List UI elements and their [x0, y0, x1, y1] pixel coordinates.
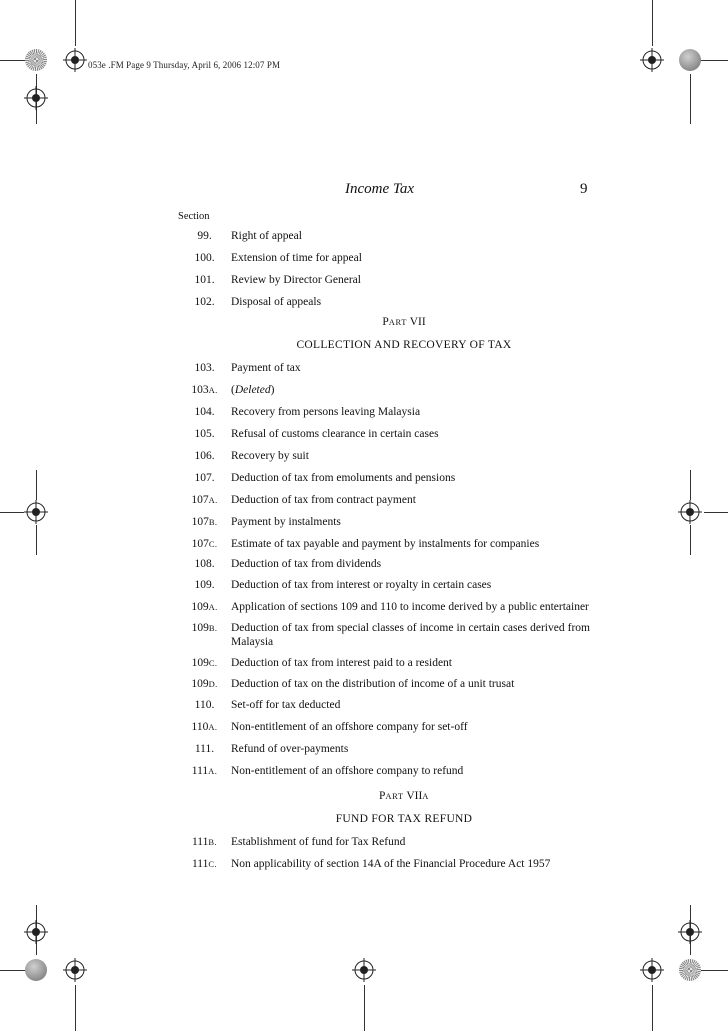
section-number-main: 109 [191, 601, 209, 613]
section-number-main: 110. [194, 699, 215, 711]
section-number-main: 109. [194, 579, 215, 591]
section-title [231, 515, 590, 529]
section-title [231, 698, 590, 712]
section-number-main: 104. [194, 406, 215, 418]
toc-row [178, 677, 590, 691]
crop-line [690, 470, 691, 500]
section-title-text: Non-entitlement of an offshore company for set-off [231, 721, 468, 733]
toc-row [178, 295, 590, 309]
section-title-text: Deduction of tax from emoluments and pensions [231, 472, 456, 484]
part-numeral: VII [403, 790, 423, 802]
section-title [231, 600, 590, 614]
toc-row [178, 835, 590, 849]
toc-row [178, 361, 590, 375]
section-number-suffix: C. [208, 859, 217, 869]
section-title [231, 742, 590, 756]
section-title-text: Non applicability of section 14A of the Financial Procedure Act 1957 [231, 858, 551, 870]
section-title-text: Deduction of tax from contract payment [231, 494, 416, 506]
registration-mark-icon [24, 920, 48, 944]
section-title [231, 493, 590, 507]
section-number-main: 111 [191, 858, 209, 870]
section-number [178, 493, 231, 507]
section-title-text: Set-off for tax deducted [231, 699, 341, 711]
section-number [178, 621, 231, 635]
section-column-label: Section [178, 211, 210, 222]
section-number-suffix: A. [208, 766, 218, 776]
crop-line [75, 985, 76, 1031]
section-number-suffix: C. [208, 658, 218, 668]
section-number-main: 105. [194, 428, 215, 440]
section-title [231, 677, 590, 691]
table-of-contents [178, 229, 590, 871]
section-title-text: Disposal of appeals [231, 296, 322, 308]
section-number [178, 600, 231, 614]
part-label [178, 315, 590, 329]
section-title [231, 361, 590, 375]
toc-row [178, 405, 590, 419]
section-number-main: 100. [194, 252, 215, 264]
part-prefix: P [382, 316, 389, 328]
section-number-main: 103 [191, 384, 209, 396]
section-number-main: 102. [194, 296, 215, 308]
section-number [178, 273, 231, 287]
section-number [178, 835, 231, 849]
toc-row [178, 621, 590, 649]
toc-row [178, 656, 590, 670]
section-title [231, 578, 590, 592]
section-title-text: Extension of time for appeal [231, 252, 362, 264]
section-number-main: 99. [197, 230, 212, 242]
section-number [178, 578, 231, 592]
section-number [178, 251, 231, 265]
part-prefix: P [378, 790, 386, 802]
part-heading [178, 338, 590, 352]
section-number-main: 101. [194, 274, 215, 286]
section-number-suffix: B. [208, 837, 217, 847]
part-label [178, 789, 590, 803]
section-number [178, 449, 231, 463]
section-number [178, 698, 231, 712]
registration-mark-icon [63, 48, 87, 72]
registration-mark-icon [352, 958, 376, 982]
section-title-text: Deduction of tax from special classes of income in certain cases derived from Malaysia [231, 622, 590, 648]
toc-row [178, 449, 590, 463]
part-smallcaps: ART [385, 791, 404, 801]
gray-patch-icon [679, 49, 701, 71]
section-number-main: 107 [191, 494, 209, 506]
part-heading [178, 812, 590, 826]
part-numeral-suffix: A [422, 791, 430, 801]
section-title [231, 857, 590, 871]
section-title [231, 835, 590, 849]
section-number [178, 857, 231, 871]
section-number-main: 109 [191, 657, 209, 669]
section-title-text: Payment by instalments [231, 516, 341, 528]
toc-row [178, 251, 590, 265]
section-title [231, 229, 590, 243]
section-title [231, 295, 590, 309]
section-number-main: 107. [194, 472, 215, 484]
section-title-text: Review by Director General [231, 274, 361, 286]
section-number-main: 111. [194, 743, 215, 755]
section-number-suffix: C. [208, 539, 218, 549]
page-number: 9 [580, 181, 588, 197]
toc-row [178, 229, 590, 243]
crop-line [36, 525, 37, 555]
section-number [178, 557, 231, 571]
part-heading-text: COLLECTION AND RECOVERY OF TAX [296, 339, 512, 351]
section-number [178, 764, 231, 778]
registration-mark-icon [678, 500, 702, 524]
section-number-suffix: A. [208, 722, 218, 732]
toc-row [178, 273, 590, 287]
running-header-title: Income Tax [345, 181, 415, 197]
part-numeral: VII [407, 316, 426, 328]
toc-row [178, 383, 590, 397]
section-title [231, 764, 590, 778]
toc-row [178, 515, 590, 529]
toc-row [178, 493, 590, 507]
section-title-text: Estimate of tax payable and payment by instalments for companies [231, 538, 540, 550]
section-number [178, 515, 231, 529]
crop-line [704, 512, 728, 513]
section-title [231, 537, 590, 551]
section-number-suffix: A. [208, 495, 218, 505]
section-title-text: Refund of over-payments [231, 743, 349, 755]
section-number [178, 295, 231, 309]
section-title [231, 720, 590, 734]
part-smallcaps: ART [388, 317, 408, 327]
section-title [231, 273, 590, 287]
crop-line [690, 74, 691, 124]
section-title: (Deleted) [231, 384, 275, 396]
section-title-text: Non-entitlement of an offshore company to refund [231, 765, 464, 777]
section-number [178, 471, 231, 485]
section-number-suffix: B. [208, 623, 218, 633]
registration-mark-icon [640, 48, 664, 72]
crop-line [700, 970, 728, 971]
part-heading-text: FUND FOR TAX REFUND [335, 813, 473, 825]
section-title [231, 621, 590, 649]
toc-row [178, 427, 590, 441]
toc-row [178, 471, 590, 485]
registration-mark-icon [63, 958, 87, 982]
toc-row [178, 578, 590, 592]
section-title-text: Refusal of customs clearance in certain cases [231, 428, 439, 440]
section-number-main: 108. [194, 558, 215, 570]
gray-patch-icon [25, 959, 47, 981]
section-number-main: 106. [194, 450, 215, 462]
registration-mark-icon [24, 500, 48, 524]
section-title-text: Deduction of tax on the distribution of income of a unit trusat [231, 678, 515, 690]
crop-line [0, 512, 24, 513]
section-title [231, 471, 590, 485]
crop-line [36, 470, 37, 500]
section-title [231, 427, 590, 441]
registration-mark-icon [640, 958, 664, 982]
section-title [231, 656, 590, 670]
section-title-text: Recovery by suit [231, 450, 309, 462]
section-number [178, 677, 231, 691]
section-title-text: Application of sections 109 and 110 to income derived by a public entertainer [231, 601, 589, 613]
section-number [178, 405, 231, 419]
crop-line [0, 970, 28, 971]
registration-mark-icon [678, 920, 702, 944]
crop-line [0, 60, 28, 61]
section-number [178, 229, 231, 243]
section-number-suffix: B. [208, 517, 218, 527]
toc-row [178, 742, 590, 756]
registration-mark-icon [24, 86, 48, 110]
section-title-text: Establishment of fund for Tax Refund [231, 836, 406, 848]
section-number-suffix: A. [208, 602, 218, 612]
section-title [231, 557, 590, 571]
section-title-text: Deleted [234, 384, 271, 396]
section-number-main: 109 [191, 678, 209, 690]
crop-line [75, 0, 76, 46]
section-number-main: 107 [191, 538, 209, 550]
print-slug: 053e .FM Page 9 Thursday, April 6, 2006 12:07 PM [88, 60, 281, 70]
color-bar-rays-icon [679, 959, 701, 981]
section-title [231, 449, 590, 463]
section-number-main: 111 [191, 765, 209, 777]
crop-line [652, 0, 653, 46]
section-number [178, 537, 231, 551]
toc-row [178, 698, 590, 712]
section-number [178, 361, 231, 375]
section-number-main: 110 [191, 721, 209, 733]
section-number [178, 656, 231, 670]
crop-line [364, 985, 365, 1031]
section-number [178, 720, 231, 734]
section-number-main: 103. [194, 362, 215, 374]
section-title-text: Recovery from persons leaving Malaysia [231, 406, 421, 418]
crop-line [690, 525, 691, 555]
crop-line [700, 60, 728, 61]
color-bar-rays-icon [25, 49, 47, 71]
section-number-main: 109 [191, 622, 209, 634]
section-number-main: 111 [191, 836, 209, 848]
section-number [178, 742, 231, 756]
section-title-text: Deduction of tax from interest paid to a resident [231, 657, 452, 669]
toc-row [178, 720, 590, 734]
section-title-text: Payment of tax [231, 362, 301, 374]
toc-row [178, 537, 590, 551]
section-title-text: Deduction of tax from interest or royalty in certain cases [231, 579, 492, 591]
toc-row [178, 764, 590, 778]
section-number [178, 383, 231, 397]
toc-row [178, 857, 590, 871]
toc-row [178, 600, 590, 614]
section-title [231, 405, 590, 419]
section-number-suffix: D. [208, 679, 218, 689]
section-title-text: Right of appeal [231, 230, 302, 242]
section-title-text: Deduction of tax from dividends [231, 558, 382, 570]
section-number [178, 427, 231, 441]
section-number-suffix: A. [208, 385, 218, 395]
section-title [231, 251, 590, 265]
crop-line [652, 985, 653, 1031]
section-number-main: 107 [191, 516, 209, 528]
toc-row [178, 557, 590, 571]
